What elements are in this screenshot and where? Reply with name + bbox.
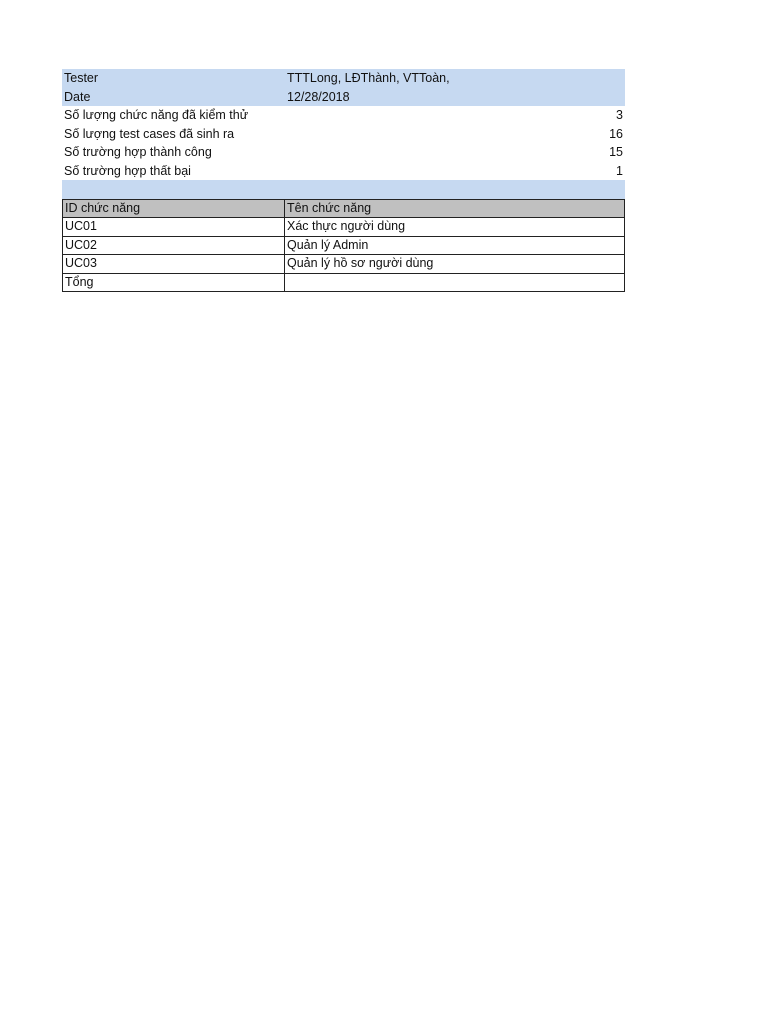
tester-label[interactable]: Tester bbox=[64, 71, 99, 85]
tester-row bbox=[62, 69, 625, 88]
separator-cell[interactable] bbox=[62, 180, 625, 199]
stat-label[interactable]: Số lượng chức năng đã kiểm thử bbox=[64, 108, 249, 122]
stat-row-test-cases bbox=[62, 125, 625, 144]
cell-name[interactable]: Quản lý hồ sơ người dùng bbox=[285, 255, 625, 274]
cell-id[interactable]: UC01 bbox=[63, 218, 285, 237]
header-id[interactable]: ID chức năng bbox=[63, 200, 285, 219]
table-row bbox=[63, 255, 625, 274]
cell-total-label[interactable]: Tổng bbox=[63, 274, 285, 293]
function-table bbox=[62, 199, 625, 293]
date-value[interactable]: 12/28/2018 bbox=[287, 89, 350, 104]
cell-id[interactable]: UC02 bbox=[63, 237, 285, 256]
date-label[interactable]: Date bbox=[64, 89, 91, 104]
stat-value[interactable]: 3 bbox=[616, 108, 623, 122]
stat-value[interactable]: 16 bbox=[609, 126, 623, 141]
spreadsheet-sheet bbox=[62, 69, 625, 292]
table-header-row bbox=[63, 200, 625, 219]
cell-id[interactable]: UC03 bbox=[63, 255, 285, 274]
table-row bbox=[63, 218, 625, 237]
tester-value[interactable]: TTTLong, LĐThành, VTToàn, bbox=[287, 71, 450, 85]
header-name[interactable]: Tên chức năng bbox=[285, 200, 625, 219]
table-total-row bbox=[63, 274, 625, 293]
stat-value[interactable]: 1 bbox=[616, 163, 623, 178]
stat-label[interactable]: Số trường hợp thất bại bbox=[64, 163, 191, 178]
stat-label[interactable]: Số trường hợp thành công bbox=[64, 145, 212, 159]
date-row bbox=[62, 88, 625, 107]
table-row bbox=[63, 237, 625, 256]
stat-label[interactable]: Số lượng test cases đã sinh ra bbox=[64, 126, 235, 141]
stat-row-failed bbox=[62, 162, 625, 181]
cell-total-value[interactable] bbox=[285, 274, 625, 293]
stat-row-passed bbox=[62, 143, 625, 162]
cell-name[interactable]: Xác thực người dùng bbox=[285, 218, 625, 237]
stat-row-functions-tested bbox=[62, 106, 625, 125]
stat-value[interactable]: 15 bbox=[609, 145, 623, 159]
separator-band bbox=[62, 180, 625, 199]
cell-name[interactable]: Quản lý Admin bbox=[285, 237, 625, 256]
